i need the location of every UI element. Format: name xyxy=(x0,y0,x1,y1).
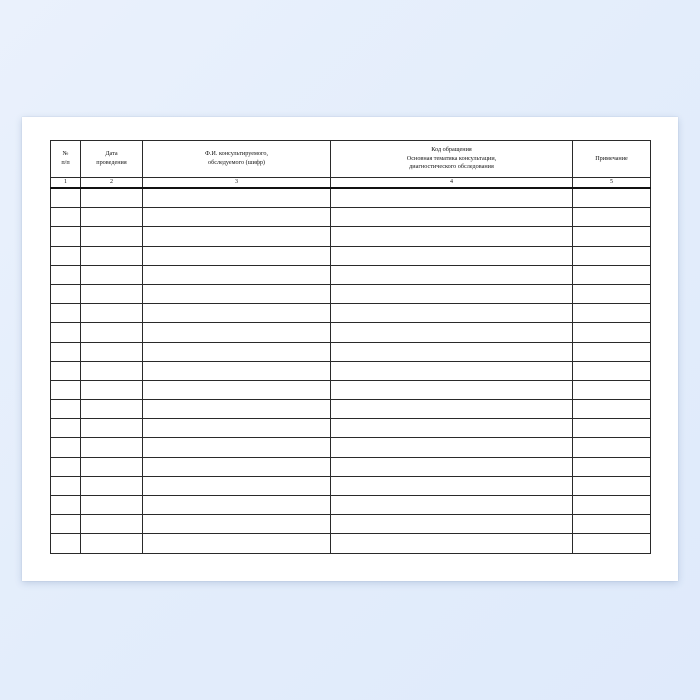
table-cell[interactable] xyxy=(573,188,651,208)
table-cell[interactable] xyxy=(81,284,143,303)
table-cell[interactable] xyxy=(143,188,331,208)
table-cell[interactable] xyxy=(573,361,651,380)
header-line: Примечание xyxy=(595,154,628,162)
table-row[interactable] xyxy=(51,515,651,534)
table-cell[interactable] xyxy=(143,457,331,476)
table-cell[interactable] xyxy=(143,208,331,227)
table-cell[interactable] xyxy=(81,380,143,399)
table-cell[interactable] xyxy=(51,438,81,457)
table-body xyxy=(51,188,651,553)
table-cell[interactable] xyxy=(51,323,81,342)
table-cell[interactable] xyxy=(573,515,651,534)
table-cell[interactable] xyxy=(573,323,651,342)
table-cell[interactable] xyxy=(331,208,573,227)
header-line: обследуемого (шифр) xyxy=(208,159,265,166)
table-row[interactable] xyxy=(51,476,651,495)
table-cell[interactable] xyxy=(81,227,143,246)
table-cell[interactable] xyxy=(51,188,81,208)
table-cell[interactable] xyxy=(331,265,573,284)
table-cell[interactable] xyxy=(81,515,143,534)
table-cell[interactable] xyxy=(51,496,81,515)
table-cell[interactable] xyxy=(573,284,651,303)
header-line: Ф.И. консультируемого, xyxy=(204,150,269,158)
table-cell[interactable] xyxy=(81,400,143,419)
column-number-row xyxy=(51,178,651,189)
table-cell[interactable] xyxy=(573,380,651,399)
paper-sheet xyxy=(22,117,678,581)
table-cell[interactable] xyxy=(143,227,331,246)
table-cell[interactable] xyxy=(331,323,573,342)
table-cell[interactable] xyxy=(51,265,81,284)
table-cell[interactable] xyxy=(331,534,573,553)
table-cell[interactable] xyxy=(143,438,331,457)
table-cell[interactable] xyxy=(51,419,81,438)
table-cell[interactable] xyxy=(51,476,81,495)
header-row xyxy=(51,141,651,178)
table-cell[interactable] xyxy=(51,208,81,227)
table-cell[interactable] xyxy=(143,246,331,265)
table-header xyxy=(51,141,651,189)
table-cell[interactable] xyxy=(331,438,573,457)
table-cell[interactable] xyxy=(573,534,651,553)
table-cell[interactable] xyxy=(81,342,143,361)
column-number: 4 xyxy=(331,178,573,189)
table-cell[interactable] xyxy=(81,438,143,457)
table-cell[interactable] xyxy=(331,476,573,495)
table-cell[interactable] xyxy=(331,342,573,361)
table-cell[interactable] xyxy=(81,208,143,227)
table-cell[interactable] xyxy=(81,534,143,553)
table-cell[interactable] xyxy=(51,304,81,323)
table-cell[interactable] xyxy=(81,246,143,265)
table-cell[interactable] xyxy=(573,476,651,495)
table-row[interactable] xyxy=(51,208,651,227)
table-cell[interactable] xyxy=(143,515,331,534)
table-row[interactable] xyxy=(51,380,651,399)
table-cell[interactable] xyxy=(143,400,331,419)
table-cell[interactable] xyxy=(143,496,331,515)
table-cell[interactable] xyxy=(81,304,143,323)
table-cell[interactable] xyxy=(143,323,331,342)
table-row[interactable] xyxy=(51,361,651,380)
table-cell[interactable] xyxy=(573,457,651,476)
table-cell[interactable] xyxy=(331,496,573,515)
column-number: 2 xyxy=(81,178,143,189)
table-cell[interactable] xyxy=(331,457,573,476)
table-cell[interactable] xyxy=(573,265,651,284)
table-container xyxy=(50,140,650,554)
table-row[interactable] xyxy=(51,496,651,515)
table-cell[interactable] xyxy=(573,496,651,515)
table-cell[interactable] xyxy=(81,476,143,495)
table-cell[interactable] xyxy=(573,246,651,265)
consultation-register-table xyxy=(50,140,651,554)
table-cell[interactable] xyxy=(573,227,651,246)
table-cell[interactable] xyxy=(331,304,573,323)
table-cell[interactable] xyxy=(81,265,143,284)
table-cell[interactable] xyxy=(51,457,81,476)
table-cell[interactable] xyxy=(51,246,81,265)
table-cell[interactable] xyxy=(51,534,81,553)
table-cell[interactable] xyxy=(573,208,651,227)
table-row[interactable] xyxy=(51,457,651,476)
table-cell[interactable] xyxy=(81,323,143,342)
table-cell[interactable] xyxy=(51,515,81,534)
column-number: 3 xyxy=(143,178,331,189)
table-cell[interactable] xyxy=(143,265,331,284)
table-cell[interactable] xyxy=(331,284,573,303)
table-cell[interactable] xyxy=(143,304,331,323)
table-cell[interactable] xyxy=(143,419,331,438)
table-row[interactable] xyxy=(51,188,651,208)
header-cell-number xyxy=(51,141,81,178)
table-row[interactable] xyxy=(51,438,651,457)
table-cell[interactable] xyxy=(81,361,143,380)
table-row[interactable] xyxy=(51,534,651,553)
table-cell[interactable] xyxy=(573,400,651,419)
table-row[interactable] xyxy=(51,342,651,361)
table-cell[interactable] xyxy=(81,188,143,208)
table-row[interactable] xyxy=(51,227,651,246)
column-number: 5 xyxy=(573,178,651,189)
table-cell[interactable] xyxy=(331,246,573,265)
table-row[interactable] xyxy=(51,265,651,284)
table-cell[interactable] xyxy=(143,476,331,495)
header-line: п/п xyxy=(61,159,70,166)
table-cell[interactable] xyxy=(81,419,143,438)
table-cell[interactable] xyxy=(331,400,573,419)
table-cell[interactable] xyxy=(143,380,331,399)
table-cell[interactable] xyxy=(331,361,573,380)
table-cell[interactable] xyxy=(51,361,81,380)
table-cell[interactable] xyxy=(143,361,331,380)
header-cell-name xyxy=(143,141,331,178)
table-cell[interactable] xyxy=(331,419,573,438)
table-cell[interactable] xyxy=(573,419,651,438)
header-cell-note xyxy=(573,141,651,178)
table-row[interactable] xyxy=(51,246,651,265)
table-cell[interactable] xyxy=(51,342,81,361)
table-cell[interactable] xyxy=(573,304,651,323)
header-cell-topic xyxy=(331,141,573,178)
table-cell[interactable] xyxy=(143,534,331,553)
table-cell[interactable] xyxy=(331,380,573,399)
header-cell-date xyxy=(81,141,143,178)
table-cell[interactable] xyxy=(51,284,81,303)
header-line: Дата xyxy=(105,150,118,158)
table-cell[interactable] xyxy=(81,496,143,515)
table-cell[interactable] xyxy=(81,457,143,476)
table-cell[interactable] xyxy=(573,342,651,361)
table-cell[interactable] xyxy=(51,380,81,399)
header-line: проведения xyxy=(96,159,127,166)
table-row[interactable] xyxy=(51,323,651,342)
table-row[interactable] xyxy=(51,400,651,419)
table-row[interactable] xyxy=(51,304,651,323)
table-cell[interactable] xyxy=(573,438,651,457)
table-cell[interactable] xyxy=(331,227,573,246)
table-cell[interactable] xyxy=(331,515,573,534)
header-line: № xyxy=(62,150,69,158)
header-line: Основная тематика консультации, xyxy=(406,154,497,162)
table-cell[interactable] xyxy=(143,284,331,303)
header-line: Код обращения xyxy=(431,145,472,153)
table-cell[interactable] xyxy=(331,188,573,208)
table-row[interactable] xyxy=(51,419,651,438)
table-row[interactable] xyxy=(51,284,651,303)
table-cell[interactable] xyxy=(51,400,81,419)
table-cell[interactable] xyxy=(51,227,81,246)
table-cell[interactable] xyxy=(143,342,331,361)
header-line: диагностического обследования xyxy=(409,163,494,171)
column-number: 1 xyxy=(51,178,81,189)
